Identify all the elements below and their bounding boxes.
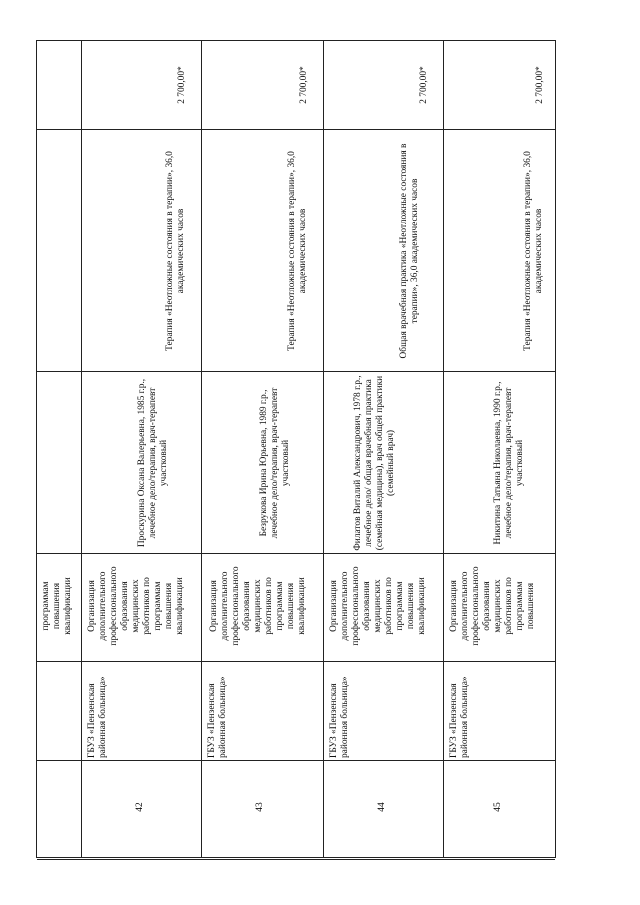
person-text: Безрукова Ирина Юрьевна, 1989 г.р., лечебное дело/терапия, врач-терапевт участковый [259,387,291,539]
data-table [36,40,556,858]
type-text: Организация дополнительного профессионального образования медицинских работников по программам повышения квалификации [87,566,185,646]
org-name: ГБУЗ «Пензенская районная больница» [329,676,350,758]
table-row-44 [323,760,443,859]
table-row-42 [81,760,201,859]
program-text: Терапия «Неотложные состояния в терапии», 36,0 академических часов [287,151,308,351]
person-cell [323,371,443,553]
type-cell [323,553,443,661]
type-text: Организация дополнительного профессионального образования медицинских работников по программам повышения квалификации [329,566,427,646]
person-text: Никитина Татьяна Николаевна, 1990 г.р., лечебное дело/терапия, врач-терапевт участковый [493,381,525,545]
row-number: 45 [493,802,503,812]
program-cell [323,129,443,371]
person-cell [201,371,323,553]
org-cell [201,661,323,760]
cost-value: 2 700,00* [299,66,309,104]
org-name: ГБУЗ «Пензенская районная больница» [207,676,228,758]
cost-value: 2 700,00* [419,66,429,104]
person-cell [443,371,557,553]
org-cell [323,661,443,760]
program-text: Терапия «Неотложные состояния в терапии», 36,0 академических часов [165,151,186,351]
continuation-text: программам повышения квалификации [41,577,73,635]
table-row-45 [443,760,557,859]
cost-cell [81,41,201,129]
person-cell [81,371,201,553]
row-number: 44 [377,802,387,812]
table-row-43 [201,760,323,859]
type-cell [201,553,323,661]
org-name: ГБУЗ «Пензенская районная больница» [87,676,108,758]
cost-cell [323,41,443,129]
type-text: Организация дополнительного профессионального образования медицинских работников по программам повышения квалификации [209,566,307,646]
row-number: 42 [135,802,145,812]
program-cell [81,129,201,371]
cost-value: 2 700,00* [177,66,187,104]
program-cell [201,129,323,371]
cost-cell [443,41,557,129]
org-cell [81,661,201,760]
person-text: Проскурина Оксана Валерьевна, 1985 г.р., лечебное дело/терапия, врач-терапевт участковый [137,378,169,548]
program-text: Общая врачебная практика «Неотложные состояния в терапии», 36,0 академических часов [399,143,420,359]
row-number: 43 [255,802,265,812]
type-text: Организация дополнительного профессионального образования медицинских работников по программам повышения [449,566,536,646]
cost-value: 2 700,00* [535,66,545,104]
org-name: ГБУЗ «Пензенская районная больница» [449,676,470,758]
org-cell [443,661,557,760]
program-text: Терапия «Неотложные состояния в терапии», 36,0 академических часов [523,151,544,351]
type-cell [443,553,557,661]
cost-cell [201,41,323,129]
continuation-cell [41,553,121,661]
column-divider [37,859,555,860]
program-cell [443,129,557,371]
person-text: Филатов Виталий Александрович, 1978 г.р., лечебное дело/ общая врачебная практика (семейная медицина), врач общей практики (семейный врач) [353,375,396,551]
